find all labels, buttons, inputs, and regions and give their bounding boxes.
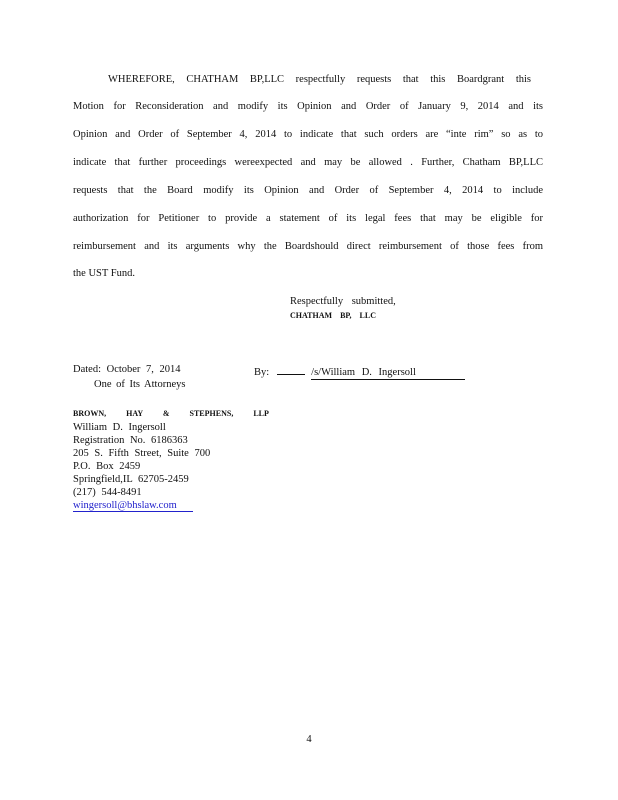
paragraph-line-3: Opinion and Order of September 4, 2014 to indicate that such orders are “inte rim” so as to [73,129,543,140]
registration-number: Registration No. 6186363 [73,435,188,446]
signature-blank [277,364,305,375]
electronic-signature: /s/William D. Ingersoll [311,367,465,380]
street-address: 205 S. Fifth Street, Suite 700 [73,448,211,459]
closing-text: Respectfully submitted, [290,296,396,307]
by-label: By: [254,367,270,378]
firm-contact-block [73,407,269,512]
paragraph-line-5: requests that the Board modify its Opinion and Order of September 4, 2014 to include [73,185,543,196]
attorney-role: One of Its Attorneys [94,379,186,390]
paragraph-line-7: reimbursement and its arguments why the Boardshould direct reimbursement of those fees from [73,241,543,252]
email-link[interactable]: wingersoll@bhslaw.com [73,500,193,512]
city-state-zip: Springfield,IL 62705-2459 [73,474,189,485]
paragraph-line-2: Motion for Reconsideration and modify its Opinion and Order of January 9, 2014 and its [73,101,543,112]
po-box: P.O. Box 2459 [73,461,141,472]
firm-name: BROWN, HAY & STEPHENS, LLP [73,409,269,418]
page-number: 4 [306,734,312,745]
party-name: CHATHAM BP, LLC [290,311,377,320]
paragraph-line-4: indicate that further proceedings wereexpected and may be allowed . Further, Chatham BP,LLC [73,157,543,168]
paragraph-line-1: WHEREFORE, CHATHAM BP,LLC respectfully requests that this Boardgrant this [108,74,531,85]
paragraph-line-8: the UST Fund. [73,268,135,279]
dated-line: Dated: October 7, 2014 [73,364,181,375]
phone-number: (217) 544-8491 [73,487,142,498]
by-signature-line [254,364,465,380]
paragraph-line-6: authorization for Petitioner to provide a statement of its legal fees that may be eligible for [73,213,543,224]
signature-block [290,296,396,322]
attorney-name: William D. Ingersoll [73,422,166,433]
